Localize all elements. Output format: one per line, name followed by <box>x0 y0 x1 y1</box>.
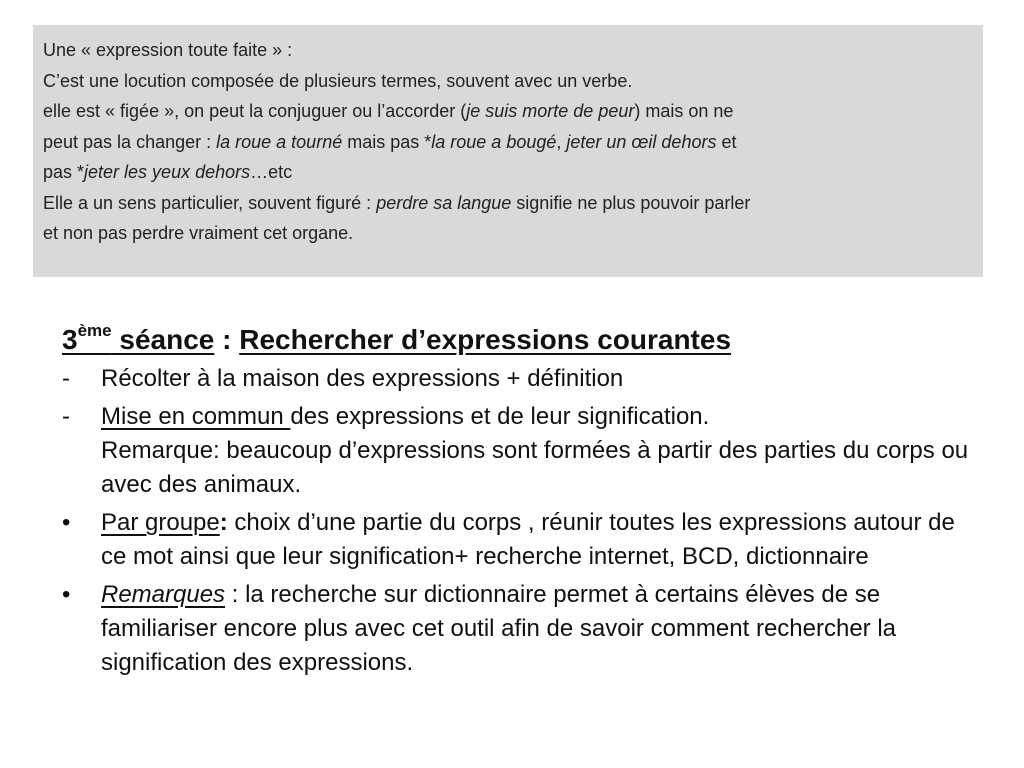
session-ordinal: ème <box>77 320 112 340</box>
definition-text: ) mais on ne <box>634 101 734 121</box>
item-body: : la recherche sur dictionnaire permet à certains élèves de se familiariser encore plus avec cet outil afin de savoir comment rechercher la signification des expressions. <box>101 581 897 676</box>
session-content <box>62 320 972 684</box>
definition-line-2: C’est une locution composée de plusieurs termes, souvent avec un verbe. <box>43 70 633 91</box>
definition-line-5 <box>43 157 973 188</box>
example-phrase: la roue a tourné <box>216 131 343 152</box>
session-label <box>62 320 215 355</box>
underlined-phrase: Mise en commun <box>101 403 291 430</box>
list-item-text <box>101 400 972 434</box>
list-item-text <box>101 506 972 574</box>
definition-text: pas * <box>43 162 85 182</box>
list-item-remark: Remarque: beaucoup d’expressions sont formées à partir des parties du corps ou avec des animaux. <box>101 437 969 498</box>
session-number: 3 <box>62 324 78 355</box>
item-body: choix d’une partie du corps , réunir toutes les expressions autour de ce mot ainsi que leur signification+ recherche internet, BCD, dictionnaire <box>101 509 955 570</box>
list-item <box>62 578 972 680</box>
example-phrase: jeter un œil dehors <box>566 131 717 152</box>
bullet-marker: • <box>62 509 71 536</box>
list-item-text: Récolter à la maison des expressions + définition <box>101 365 624 392</box>
underlined-italic-phrase: Remarques <box>101 581 226 608</box>
dash-marker: - <box>62 365 70 392</box>
session-subject: Rechercher d’expressions courantes <box>239 324 732 355</box>
definition-line-1: Une « expression toute faite » : <box>43 40 293 60</box>
example-phrase: perdre sa langue <box>376 192 512 213</box>
definition-line-6 <box>43 188 973 219</box>
example-phrase: je suis morte de peur <box>466 101 635 121</box>
definition-line-7: et non pas perdre vraiment cet organe. <box>43 223 354 243</box>
definition-line-3 <box>43 96 973 127</box>
definition-text: , <box>556 131 567 152</box>
definition-line-4 <box>43 127 973 158</box>
bullet-marker: • <box>62 581 71 608</box>
definition-text: Elle a un sens particulier, souvent figuré : <box>43 192 377 213</box>
definition-box <box>33 25 983 277</box>
definition-text: elle est « figée », on peut la conjuguer ou l’accorder ( <box>43 101 467 121</box>
bold-colon: : <box>219 509 228 536</box>
session-word: séance <box>111 324 215 355</box>
counter-example-phrase: jeter les yeux dehors <box>84 162 251 182</box>
definition-text: et <box>716 131 737 152</box>
session-title <box>62 320 972 360</box>
counter-example-phrase: la roue a bougé <box>431 131 557 152</box>
item-body: des expressions et de leur signification. <box>290 403 710 430</box>
definition-text: signifie ne plus pouvoir parler <box>511 192 751 213</box>
underlined-phrase: Par groupe <box>101 509 220 536</box>
definition-text: …etc <box>250 162 293 182</box>
list-item <box>62 362 972 396</box>
definition-text: peut pas la changer : <box>43 131 217 152</box>
list-item <box>62 506 972 574</box>
definition-text: mais pas * <box>342 131 432 152</box>
list-item-text <box>101 578 972 680</box>
dash-marker: - <box>62 403 70 430</box>
title-separator: : <box>214 324 240 355</box>
list-item <box>62 400 972 502</box>
